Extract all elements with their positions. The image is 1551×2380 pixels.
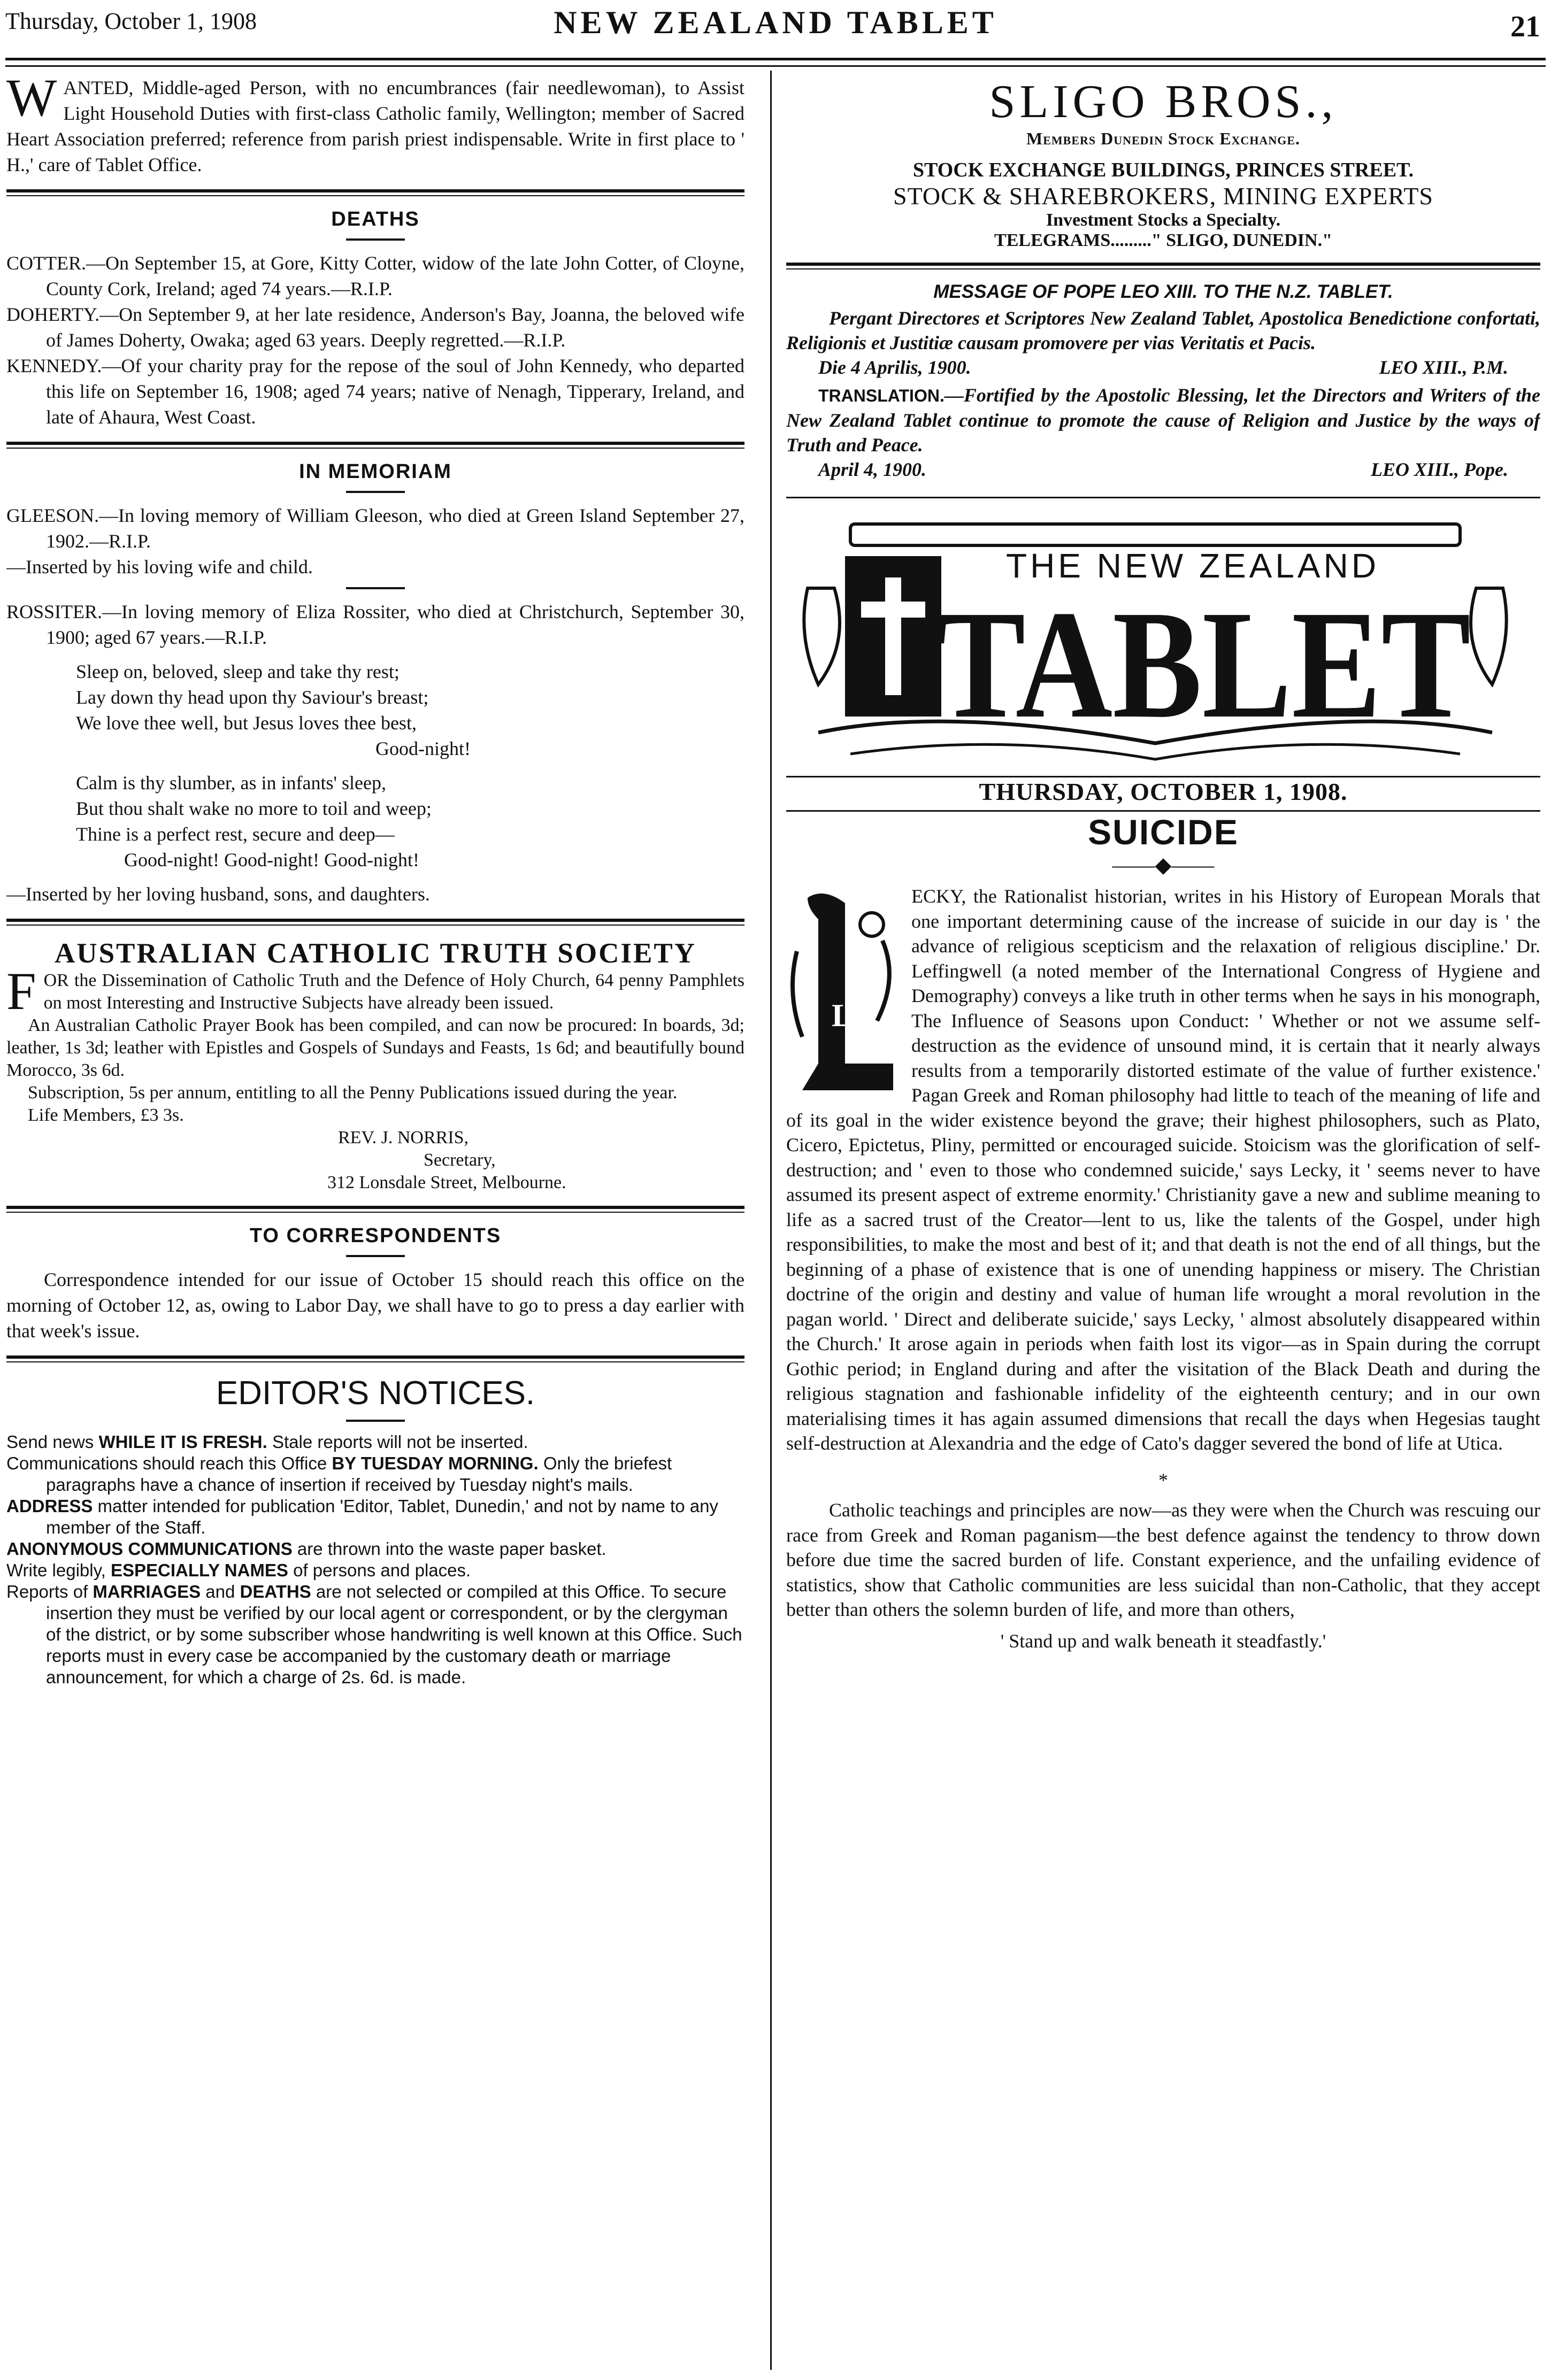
poem-line: Sleep on, beloved, sleep and take thy rest; [76,661,400,682]
initial-letter: L [832,998,854,1033]
notice-emphasis: DEATHS [240,1582,311,1601]
wanted-advertisement [6,75,744,178]
society-signature-name: REV. J. NORRIS, [338,1128,469,1147]
translation-date: April 4, 1900. [818,459,927,480]
notice-text: and [201,1582,240,1601]
society-signature-title: Secretary, [424,1150,496,1170]
notice-text: Communications should reach this Office [6,1453,332,1473]
memoriam-poem [76,659,744,873]
header-date: Thursday, October 1, 1908 [5,8,257,34]
section-rule [786,497,1540,498]
pope-latin-date: Die 4 Aprilis, 1900. [818,357,971,378]
poem-line: Good-night! [375,738,471,759]
society-address: 312 Lonsdale Street, Melbourne. [327,1173,566,1192]
section-rule [786,263,1540,269]
notice-emphasis: ANONYMOUS COMMUNICATIONS [6,1539,293,1559]
logo-main-text: TABLET [936,579,1471,750]
heading-dash [346,491,405,493]
society-heading: AUSTRALIAN CATHOLIC TRUTH SOCIETY [55,938,696,969]
notice-text: Send news [6,1432,99,1452]
editor-notices-list [6,1431,744,1688]
section-rule [6,189,744,196]
issue-date: THURSDAY, OCTOBER 1, 1908. [979,778,1348,805]
right-column [786,75,1540,2374]
logo-left-flourish [804,588,840,684]
memoriam-gleeson: GLEESON.—In loving memory of William Gleeson, who died at Green Island September 27, 1902.—R.I.P. [6,505,744,552]
column-divider [770,71,772,2370]
pope-message-heading: MESSAGE OF POPE LEO XIII. TO THE N.Z. TABLET. [933,281,1393,302]
poem-line: Good-night! Good-night! Good-night! [124,849,419,871]
sligo-services: STOCK & SHAREBROKERS, MINING EXPERTS [893,182,1434,210]
sligo-name: SLIGO BROS., [989,76,1338,128]
header-rule [5,58,1546,67]
initial-shape [802,894,893,1090]
poem-line: Lay down thy head upon thy Saviour's breast; [76,687,429,708]
heading-ornament: ——◆—— [1112,853,1215,877]
society-paragraph-1 [6,961,744,1021]
wanted-drop-letter: W [6,75,57,127]
initial-curl [860,913,884,936]
editor-notice [6,1560,744,1581]
pope-translation [786,383,1540,457]
notice-emphasis: ESPECIALLY NAMES [111,1560,288,1580]
suicide-paragraph-2: Catholic teachings and principles are now—as they were when the Church was rescuing our race from Greek and Roman paganism—the best defence against the tendency to throw down before due time the sacred burden of life. Constant experience, and the unfailing evidence of statistics, show that Catholic communities are less suicidal than non-Catholic, that they accept better than others the solemn burden of life, and more than others, [786,1499,1540,1620]
left-column [6,75,744,2374]
death-entry-kennedy: KENNEDY.—Of your charity pray for the repose of the soul of John Kennedy, who departed this life on September 16, 1908; aged 74 years; native of Nenagh, Tipperary, Ireland, and late of Ahaura, West Coast. [6,355,744,428]
wanted-text: ANTED, Middle-aged Person, with no encumbrances (fair needlewoman), to Assist Light Household Duties with first-class Catholic family, Wellington; member of Sacred Heart Association preferred; reference from parish priest indispensable. Write in first place to ' H.,' care of Tablet Office. [6,77,744,175]
heading-dash [346,1420,405,1422]
notice-emphasis: WHILE IT IS FRESH. [98,1432,267,1452]
suicide-heading: SUICIDE [1088,812,1239,852]
pope-latin-date-line [786,355,1540,380]
society-text-1: OR the Dissemination of Catholic Truth and the Defence of Holy Church, 64 penny Pamphlets on most Interesting and Instructive Subjects have already been issued. [43,971,744,1013]
masthead-title: NEW ZEALAND TABLET [554,5,997,40]
tablet-logo [786,508,1524,770]
suicide-article [786,884,1540,1653]
notice-text: Only the briefest paragraphs have a chance of insertion if received by Tuesday night's mails. [46,1453,672,1495]
section-rule [6,1206,744,1213]
notice-text: matter intended for publication 'Editor, Tablet, Dunedin,' and not by name to any member of the Staff. [46,1496,718,1537]
entry-dash [346,587,405,589]
ornate-initial [786,887,904,1101]
section-rule [6,1355,744,1362]
translation-signature: LEO XIII., Pope. [1370,459,1508,480]
editor-notice [6,1496,744,1538]
notice-emphasis: ADDRESS [6,1496,93,1516]
notice-emphasis: BY TUESDAY MORNING. [332,1453,539,1473]
logo-top-scroll [850,524,1460,545]
pope-translation-date-line [786,457,1540,482]
correspondents-heading: TO CORRESPONDENTS [249,1224,502,1247]
society-paragraph-4: Life Members, £3 3s. [28,1105,184,1125]
section-rule [6,442,744,449]
section-rule [6,919,744,926]
poem-line: Calm is thy slumber, as in infants' sleep, [76,772,386,794]
notice-text: of persons and places. [288,1560,471,1580]
translation-text: —Fortified by the Apostolic Blessing, let the Directors and Writers of the New Zealand Tablet continue to promote the cause of Religion and Justice by the ways of Truth and Peace. [786,384,1540,456]
notice-text: Reports of [6,1582,93,1601]
editor-notice [6,1453,744,1496]
deaths-heading: DEATHS [331,208,420,230]
memoriam-heading: IN MEMORIAM [299,460,452,483]
logo-cross-bar [861,602,925,618]
pope-latin-text: Pergant Directores et Scriptores New Zealand Tablet, Apostolica Benedictione confortati, Religionis et Justitiæ causam promovere per vias Veritatis et Pacis. [786,307,1540,353]
poem-line: Thine is a perfect rest, secure and deep— [76,823,395,845]
correspondents-text: Correspondence intended for our issue of October 15 should reach this office on the morning of October 12, as, owing to Labor Day, we shall have to go to press a day earlier with that week's issue. [6,1269,744,1342]
death-entry-cotter: COTTER.—On September 15, at Gore, Kitty Cotter, widow of the late John Cotter, of Cloyne, County Cork, Ireland; aged 74 years.—R.I.P. [6,252,744,299]
page-number: 21 [1510,10,1540,43]
logo-right-flourish [1471,588,1507,684]
editor-notice [6,1538,744,1560]
translation-label: TRANSLATION. [818,386,945,405]
logo-top-text: THE NEW ZEALAND [1005,546,1380,585]
sligo-specialty: Investment Stocks a Specialty. [1046,210,1281,230]
memoriam-gleeson-inserted: —Inserted by his loving wife and child. [6,556,313,577]
notice-text: Write legibly, [6,1560,111,1580]
sligo-members: Members Dunedin Stock Exchange. [1026,129,1300,148]
society-paragraph-2: An Australian Catholic Prayer Book has been compiled, and can now be procured: In boards, 3d; leather, 1s 3d; leather with Epistles and Gospels of Sundays and Feasts, 1s 6d; and beautifully bound Morocco, 3s 6d. [6,1015,744,1080]
notice-text: are thrown into the waste paper basket. [292,1539,606,1559]
pope-latin-signature: LEO XIII., P.M. [1379,357,1508,378]
heading-dash [346,1255,405,1257]
society-paragraph-3: Subscription, 5s per annum, entitling to all the Penny Publications issued during the year. [28,1083,678,1103]
poem-line: We love thee well, but Jesus loves thee best, [76,712,417,734]
heading-dash [346,238,405,241]
poem-line: But thou shalt wake no more to toil and weep; [76,798,432,819]
notice-text: are not selected or compiled at this Office. To secure insertion they must be verified by our local agent or correspondent, or by the clergyman of the district, or by some subscriber whose handwriting is well known at this Office. Such reports must in every case be accompanied by the customary death or marriage announcement, for which a charge of 2s. 6d. is made. [46,1582,742,1687]
suicide-paragraph-1: ECKY, the Rationalist historian, writes in his History of European Morals that one important determining cause of the increase of suicide in our day is ' the advance of religious scepticism and the relaxation of religious discipline.' Dr. Leffingwell (a noted member of the International Congress of Hygiene and Demography) conveys a like truth in other terms when he says in his monograph, The Influence of Seasons upon Conduct: ' Whether or not we assume self-destruction as the evidence of unsound mind, it is certain that it nearly always results from a temporarily distorted estimate of the value of further existence.' Pagan Greek and Roman philosophy had little to teach of the meaning of life and of its goal in the wider existence beyond the grave; their highest philosophers, such as Plato, Cicero, Epictetus, Pliny, permitted or encouraged suicide. Stoicism was the glorification of self-destruction; and ' even to those who condemned suicide,' says Lecky, it ' seems never to have assumed its present aspect of extreme enormity.' Christianity gave a new and sublime meaning to life as a sacred trust of the Creator—lent to us, like the talents of the Gospel, under high responsibilities, to make the most and best of it; and that death is not the end of all things, but the beginning of a phase of existence that is one of unending happiness or misery. The Christian doctrine of the origin and destiny and value of human life wrought a moral revolution in the pagan world. ' Direct and deliberate suicide,' says Lecky, ' almost absolutely disappeared within the Church.' It arose again in periods when faith lost its vigor—as in Spain during the corrupt Gothic period; in England during and after the visitation of the Black Death and during the religious stagnation and fashionable infidelity of the eighteenth century; and in our own materialising times it has again assumed dimensions that recall the days when Hegesias taught self-destruction at Alexandria and the edge of Cato's dagger severed the bond of life at Utica. [786,885,1540,1454]
editor-notice [6,1431,744,1453]
memoriam-rossiter: ROSSITER.—In loving memory of Eliza Rossiter, who died at Christchurch, September 30, 1900; aged 67 years.—R.I.P. [6,601,744,648]
page-header [5,0,1546,51]
death-entry-doherty: DOHERTY.—On September 9, at her late residence, Anderson's Bay, Joanna, the beloved wife of James Doherty, Owaka; aged 63 years. Deeply regretted.—R.I.P. [6,304,744,351]
logo-cross-icon [885,577,901,695]
notice-text: Stale reports will not be inserted. [267,1432,528,1452]
notice-emphasis: MARRIAGES [93,1582,201,1601]
memoriam-rossiter-inserted: —Inserted by her loving husband, sons, and daughters. [6,883,430,905]
editor-notice [6,1581,744,1688]
article-separator: * [1158,1469,1168,1491]
society-drop-letter: F [6,961,36,1021]
suicide-quote: ' Stand up and walk beneath it steadfastly.' [1000,1630,1326,1652]
sligo-address: STOCK EXCHANGE BUILDINGS, PRINCES STREET. [912,159,1414,181]
editor-notices-heading: EDITOR'S NOTICES. [216,1375,535,1412]
sligo-telegrams: TELEGRAMS........." SLIGO, DUNEDIN." [994,230,1332,250]
